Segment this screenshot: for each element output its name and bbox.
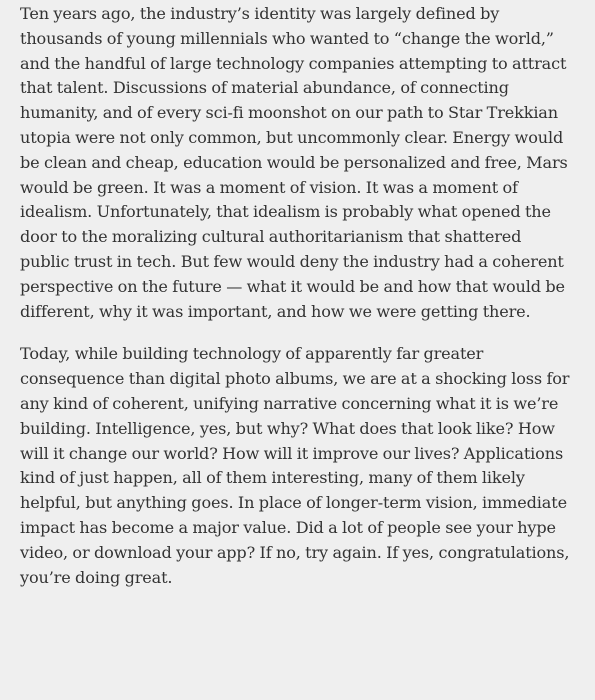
paragraph-1: Ten years ago, the industry’s identity was largely defined by thousands of young millennials who wanted to “change the world,” and the handful of large technology companies attempting to attract that talent. Discussions of material abundance, of connecting humanity, and of every sci-fi moonshot on our path to Star Trekkian utopia were not only common, but uncommonly clear. Energy would be clean and cheap, education would be personalized and free, Mars would be green. It was a moment of vision. It was a moment of idealism. Unfortunately, that idealism is probably what opened the door to the moralizing cultural authoritarianism that shattered public trust in tech. But few would deny the industry had a coherent perspective on the future — what it would be and how that would be different, why it was important, and how we were getting there.: [20, 4, 568, 321]
paragraph-2: Today, while building technology of apparently far greater consequence than digital photo albums, we are at a shocking loss for any kind of coherent, unifying narrative concerning what it is we’re building. Intelligence, yes, but why? What does that look like? How will it change our world? How will it improve our lives? Applications kind of just happen, all of them interesting, many of them likely helpful, but anything goes. In place of longer-term vision, immediate impact has become a major value. Did a lot of people see your hype video, or download your app? If no, try again. If yes, congratulations, you’re doing great.: [20, 344, 570, 587]
